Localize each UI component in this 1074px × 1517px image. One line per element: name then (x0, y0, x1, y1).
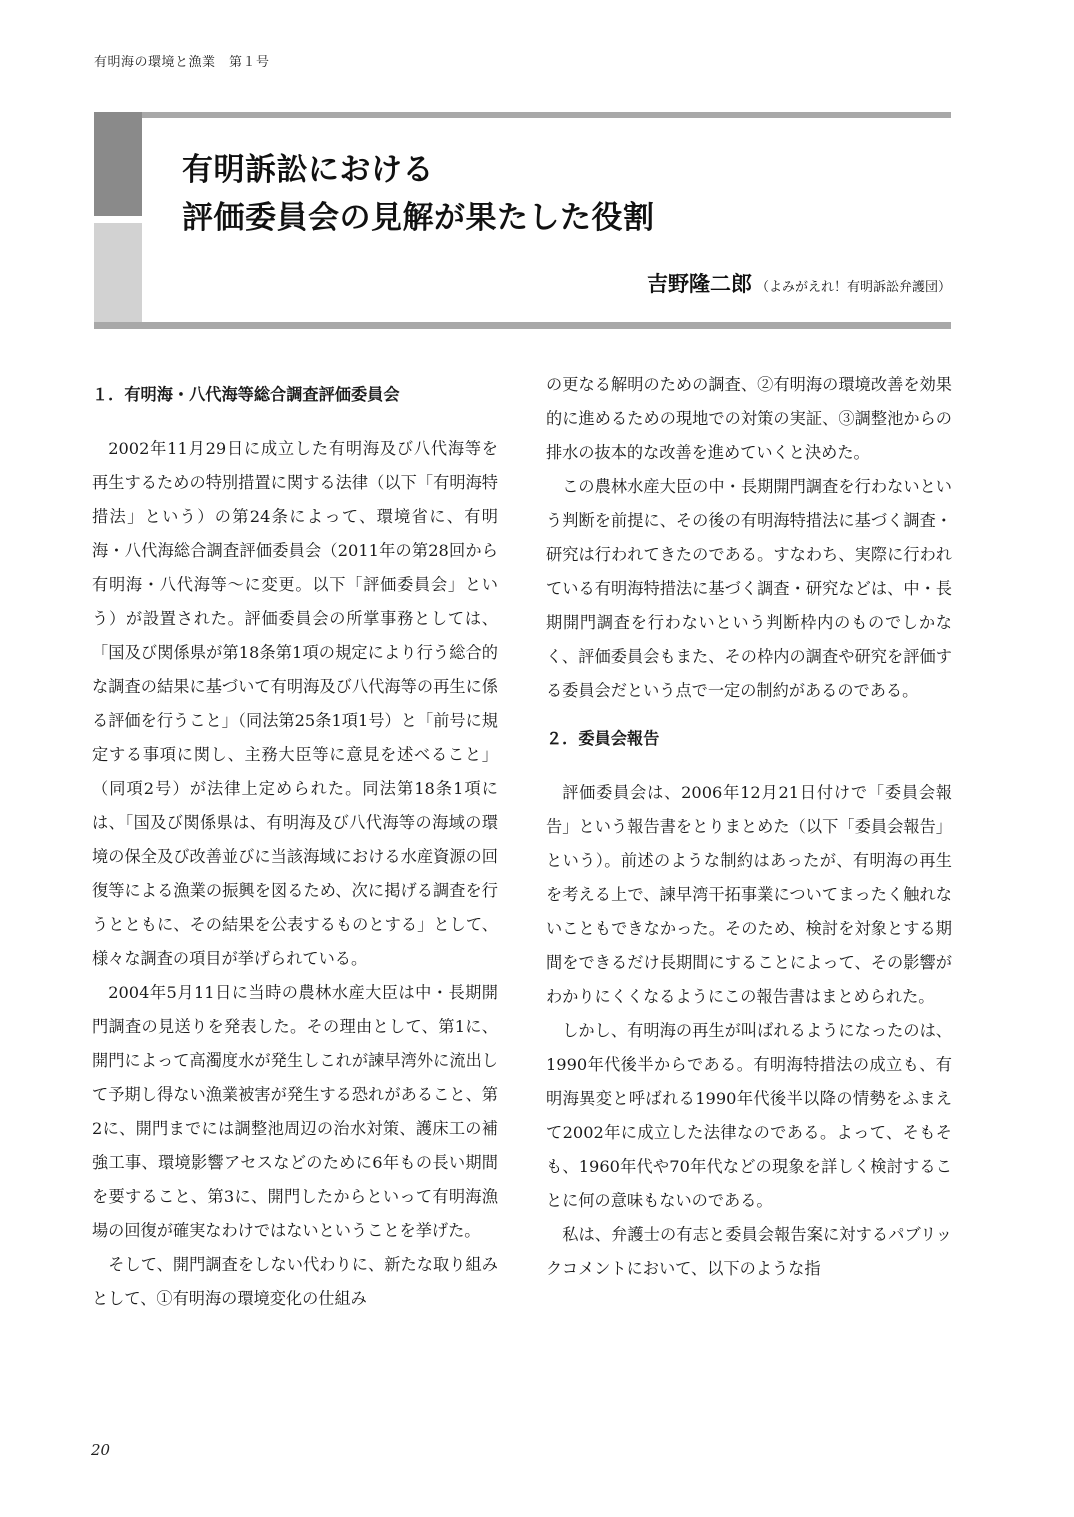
title-top-rule (142, 112, 951, 118)
title-bottom-rule (94, 322, 951, 329)
section-heading-2: ２．委員会報告 (546, 729, 660, 748)
page-number: 20 (91, 1441, 111, 1459)
title-accent-light (94, 223, 142, 322)
section-heading-1: １．有明海・八代海等総合調査評価委員会 (92, 385, 400, 404)
paragraph: 私は、弁護士の有志と委員会報告案に対するパブリックコメントにおいて、以下のような指 (546, 1225, 952, 1278)
right-column (546, 368, 952, 1286)
paragraph: 2002年11月29日に成立した有明海及び八代海等を再生するための特別措置に関する法律（以下「有明海特措法」という）の第24条によって、環境省に、有明海・八代海総合調査評価委員会（2011年の第28回から有明海・八代海等～に変更。以下「評価委員会」という）が設置された。評価委員会の所掌事務としては、「国及び関係県が第18条第1項の規定により行う総合的な調査の結果に基づいて有明海及び八代海等の再生に係る評価を行うこと」（同法第25条1項1号）と「前号に規定する事項に関し、主務大臣等に意見を述べること」（同項2号）が法律上定められた。同法第18条1項には、「国及び関係県は、有明海及び八代海等の海域の環境の保全及び改善並びに当該海域における水産資源の回復等による漁業の振興を図るため、次に掲げる調査を行うとともに、その結果を公表するものとする」として、様々な調査の項目が挙げられている。 (92, 439, 498, 968)
paragraph: そして、開門調査をしない代わりに、新たな取り組みとして、①有明海の環境変化の仕組み (92, 1255, 498, 1308)
left-column (92, 368, 498, 1316)
running-header: 有明海の環境と漁業 第１号 (94, 55, 270, 70)
paragraph: しかし、有明海の再生が叫ばれるようになったのは、1990年代後半からである。有明海特措法の成立も、有明海異変と呼ばれる1990年代後半以降の情勢をふまえて2002年に成立した法律なのである。よって、そもそも、1960年代や70年代などの現象を詳しく検討することに何の意味もないのである。 (546, 1021, 952, 1210)
paragraph: 評価委員会は、2006年12月21日付けで「委員会報告」という報告書をとりまとめた（以下「委員会報告」という）。前述のような制約はあったが、有明海の再生を考える上で、諫早湾干拓事業についてまったく触れないこともできなかった。そのため、検討を対象とする期間をできるだけ長期間にすることによって、その影響がわかりにくくなるようにこの報告書はまとめられた。 (546, 783, 952, 1006)
author-byline (647, 268, 951, 298)
article-title-line2: 評価委員会の見解が果たした役割 (182, 200, 655, 236)
title-block (94, 112, 951, 328)
title-accent-dark (94, 112, 142, 216)
paragraph: この農林水産大臣の中・長期開門調査を行わないという判断を前提に、その後の有明海特措法に基づく調査・研究は行われてきたのである。すなわち、実際に行われている有明海特措法に基づく調査・研究などは、中・長期開門調査を行わないという判断枠内のものでしかなく、評価委員会もまた、その枠内の調査や研究を評価する委員会だという点で一定の制約があるのである。 (546, 477, 952, 700)
author-name: 吉野隆二郎 (646, 272, 752, 296)
paragraph-continued: の更なる解明のための調査、②有明海の環境改善を効果的に進めるための現地での対策の実証、③調整池からの排水の抜本的な改善を進めていくと決めた。 (546, 375, 952, 462)
author-affiliation: （よみがえれ！有明訴訟弁護団） (755, 280, 951, 295)
paragraph: 2004年5月11日に当時の農林水産大臣は中・長期開門調査の見送りを発表した。その理由として、第1に、開門によって高濁度水が発生しこれが諫早湾外に流出して予期し得ない漁業被害が発生する恐れがあること、第2に、開門までには調整池周辺の治水対策、護床工の補強工事、環境影響アセスなどのために6年もの長い期間を要すること、第3に、開門したからといって有明海漁場の回復が確実なわけではないということを挙げた。 (92, 983, 498, 1240)
article-title-line1: 有明訴訟における (182, 152, 434, 188)
